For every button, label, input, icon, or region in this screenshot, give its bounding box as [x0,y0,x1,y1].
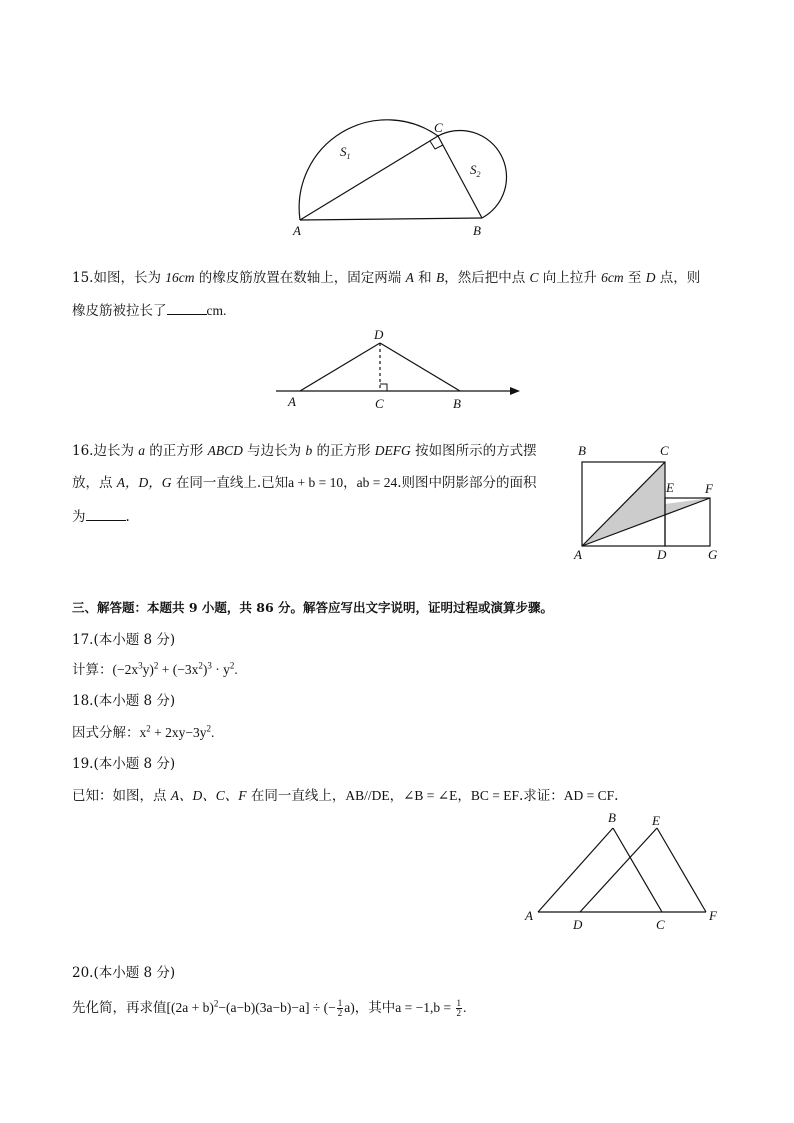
segment-db [380,343,460,391]
segment-ab [538,828,613,912]
q15-line2: 橡皮筋被拉长了 cm. [72,300,226,321]
label-c: C [656,917,665,932]
label-s1: $S_1$ [340,144,351,161]
right-angle-mark [380,384,387,391]
q18-expression: 因式分解：$x^2 + 2xy-3y^2$. [72,723,215,741]
figure-semicircles [280,110,520,240]
label-b: B [608,810,616,825]
q17-heading: 17.(本小题 8 分) [72,632,176,648]
answer-blank[interactable] [167,300,207,315]
q16-line2: 放，点 A，D，G 在同一直线上.已知a + b = 10，ab = 24.则图中阴影部分的面积 [72,475,537,491]
segment-ac [300,136,438,220]
q20-heading: 20.(本小题 8 分) [72,965,176,981]
label-e: E [652,813,660,828]
q16-line1: 16.边长为 a 的正方形 ABCD 与边长为 b 的正方形 DEFG 按如图所示的方式摆 [72,443,537,459]
label-c: C [434,120,443,135]
q20-expression: 先化简，再求值$[(2a + b)^2-(a-b)(3a-b)-a]$ ÷ (− $\frac{1}{2}$ a)，其中a = −1,b = $\frac{1}{2}$ . [72,998,467,1019]
label-c: C [375,396,384,411]
segment-ab [300,218,482,220]
figure-squares [570,438,730,563]
label-s2: $S_2$ [470,162,481,179]
large-semicircle-arc [299,120,438,220]
label-d: D [657,547,667,562]
label-d: D [374,327,384,342]
shaded-region [582,462,710,546]
q16-line3: 为 . [72,506,130,527]
segment-bc [613,828,662,912]
label-a: A [288,394,296,409]
figure-rubber-band [270,325,530,415]
label-f: F [709,908,717,923]
label-f: F [705,481,713,496]
axis-arrow [510,387,520,395]
label-a: A [525,908,533,923]
segment-ad [300,343,380,391]
label-d: D [573,917,583,932]
label-b: B [578,443,586,458]
figure-triangles [520,808,730,936]
answer-blank[interactable] [86,506,126,521]
q19-statement: 已知：如图，点 A、D、C、F 在同一直线上，AB//DE，∠B = ∠E，BC = EF.求证：AD = CF. [72,788,619,804]
section-heading: 三、解答题：本题共 9 小题，共 86 分。解答应写出文字说明，证明过程或演算步骤。 [72,600,554,615]
label-b: B [473,223,481,238]
label-e: E [666,480,674,495]
segment-de [580,828,657,912]
label-c: C [660,443,669,458]
label-b: B [453,396,461,411]
q15-line1: 15.如图，长为 16cm 的橡皮筋放置在数轴上，固定两端 A 和 B，然后把中点 C 向上拉升 6cm 至 D 点，则 [72,270,701,286]
label-g: G [708,547,718,562]
q18-heading: 18.(本小题 8 分) [72,693,176,709]
label-a: A [293,223,301,238]
q19-heading: 19.(本小题 8 分) [72,756,176,772]
fraction-half: $\frac{1}{2}$ [456,998,461,1019]
label-a: A [574,547,582,562]
segment-cb [438,136,482,218]
q17-expression: 计算：$(-2x^3y)^2 + (-3x^2)^3 \cdot y^2$. [72,660,238,678]
segment-ef [657,828,706,912]
fraction-half: $\frac{1}{2}$ [337,998,343,1019]
